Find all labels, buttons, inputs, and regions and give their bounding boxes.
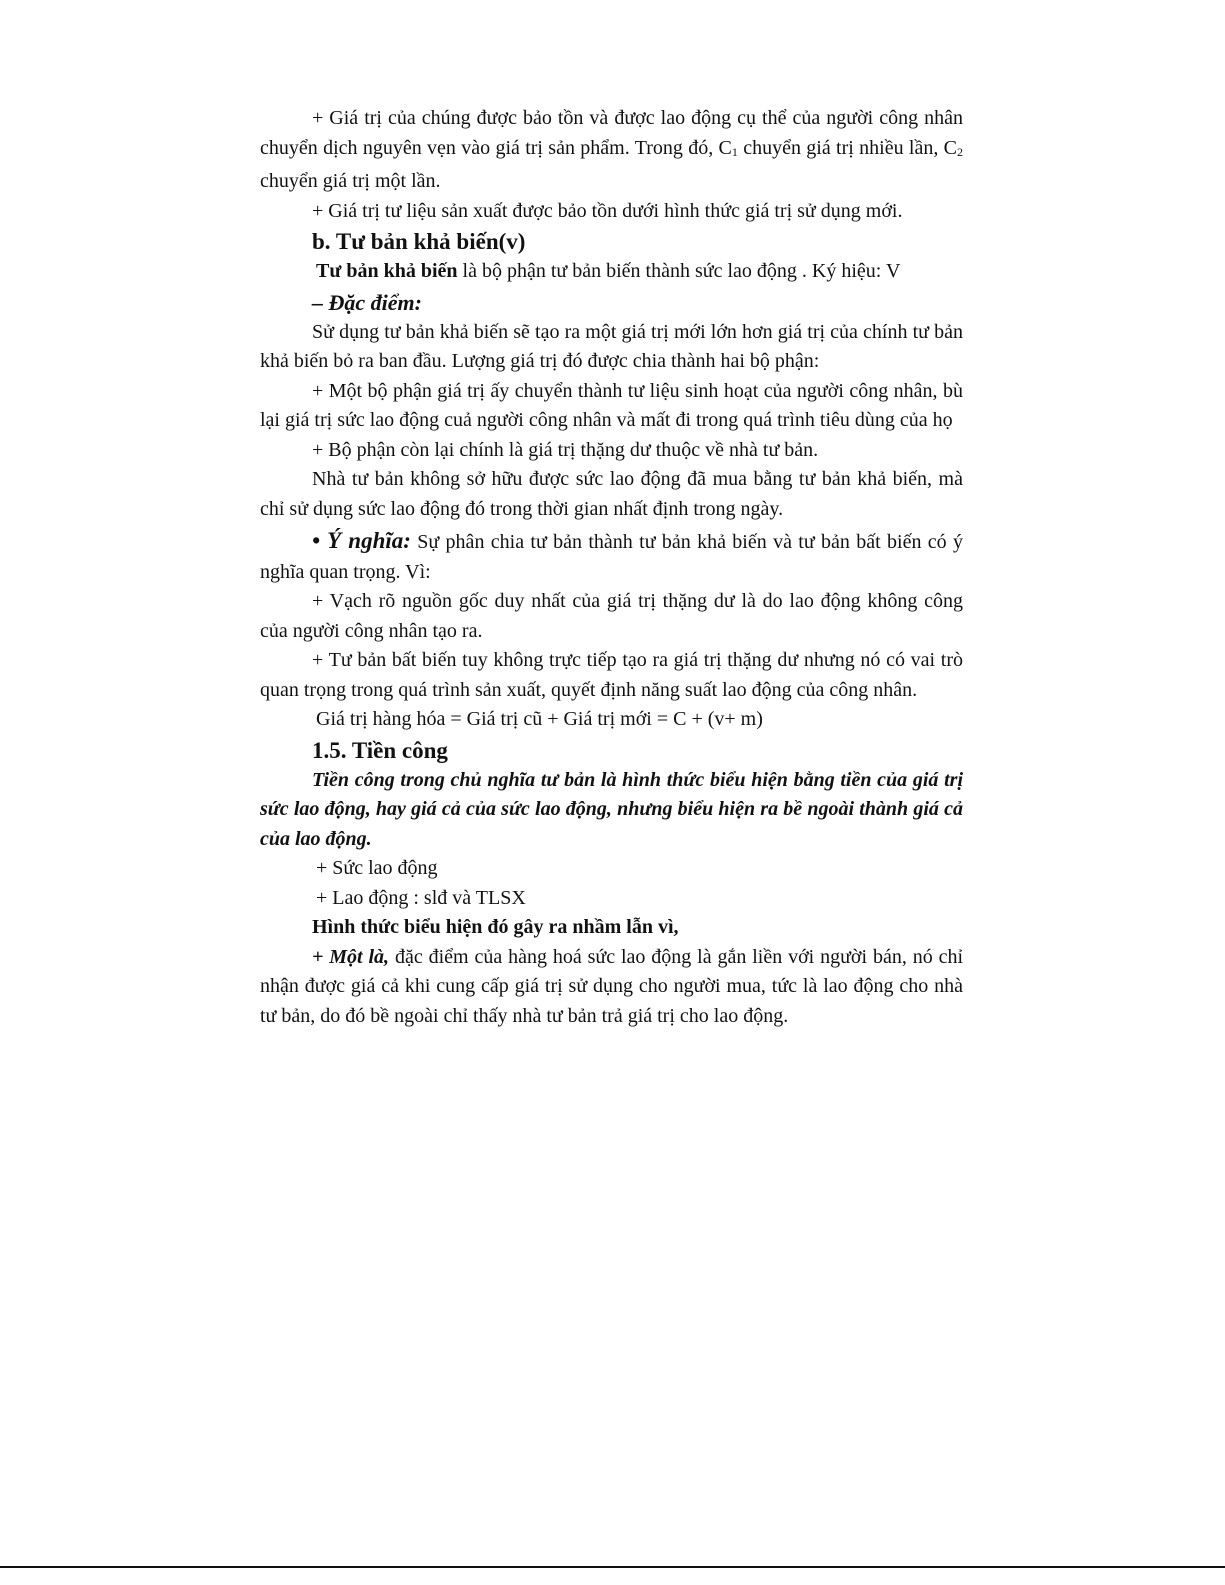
subscript: 1 [731, 144, 738, 159]
paragraph-part-one: + Một bộ phận giá trị ấy chuyển thành tư liệu sinh hoạt của người công nhân, bù lại giá trị sức lao động cuả người công nhân và mất đi trong quá trình tiêu dùng của họ [260, 379, 963, 431]
heading-variable-capital: b. Tư bản khả biến(v) [312, 229, 526, 254]
page-bottom-border [0, 1566, 1225, 1568]
paragraph-origin-surplus: + Vạch rõ nguồn gốc duy nhất của giá trị thặng dư là do lao động không công của người công nhân tạo ra. [260, 590, 963, 642]
subscript: 2 [957, 144, 964, 159]
text-run: Sự phân chia tư bản thành tư bản khả biến và tư bản bất biến có ý nghĩa quan trọng. Vì: [260, 531, 964, 583]
paragraph-c-preservation [260, 104, 963, 197]
paragraph-labor: + Lao động : slđ và TLSX [316, 886, 526, 909]
paragraph-significance [260, 526, 963, 587]
text-run: đặc điểm của hàng hoá sức lao động là gắn liền với người bán, nó chỉ nhận được giá cả khi cung cấp giá trị sử dụng cho người mua, tức là lao động cho nhà tư bản, do đó bề ngoài chỉ thấy nhà tư bản trả giá trị cho lao động. [260, 945, 964, 1027]
paragraph-new-value: Sử dụng tư bản khả biến sẽ tạo ra một giá trị mới lớn hơn giá trị của chính tư bản khả biến bỏ ra ban đầu. Lượng giá trị đó được chia thành hai bộ phận: [260, 320, 963, 372]
paragraph-reason-one [260, 943, 963, 1032]
bold-italic-term: • Ý nghĩa: [312, 528, 411, 553]
heading-wages: 1.5. Tiền công [312, 737, 448, 763]
text-run: chuyển giá trị một lần. [260, 170, 441, 192]
paragraph-labor-power: + Sức lao động [316, 857, 438, 879]
paragraph-capitalist-ownership: Nhà tư bản không sở hữu được sức lao động đã mua bằng tư bản khả biến, mà chỉ sử dụng sức lao động đó trong thời gian nhất định trong ngày. [260, 468, 963, 520]
paragraph-variable-capital-def [260, 257, 963, 287]
text-run: là bộ phận tư bản biến thành sức lao động . Ký hiệu: V [457, 260, 901, 282]
value-formula: Giá trị hàng hóa = Giá trị cũ + Giá trị mới = C + (v+ m) [316, 708, 763, 730]
paragraph-part-two: + Bộ phận còn lại chính là giá trị thặng dư thuộc về nhà tư bản. [312, 438, 819, 461]
text-run: + Giá trị của chúng được bảo tồn và được lao động cụ thể của người công nhân chuyển dịch nguyên vẹn vào giá trị sản phẩm. Trong đó, C [260, 107, 963, 159]
text-run: chuyển giá trị nhiều lần, C [737, 136, 958, 159]
heading-characteristics: – Đặc điểm: [312, 289, 422, 315]
bold-italic-term: + Một là, [312, 945, 390, 968]
document-body [260, 104, 963, 1031]
paragraph-wages-def: Tiền công trong chủ nghĩa tư bản là hình thức biểu hiện bằng tiền của giá trị sức lao động, hay giá cả của sức lao động, nhưng biểu hiện ra bề ngoài thành giá cả của lao động. [260, 768, 963, 850]
paragraph-confusion: Hình thức biểu hiện đó gây ra nhầm lẫn vì, [312, 916, 679, 938]
bold-term: Tư bản khả biến [316, 260, 458, 282]
paragraph-means-of-production: + Giá trị tư liệu sản xuất được bảo tồn dưới hình thức giá trị sử dụng mới. [312, 199, 903, 222]
paragraph-constant-capital-role: + Tư bản bất biến tuy không trực tiếp tạo ra giá trị thặng dư nhưng nó có vai trò quan trọng trong quá trình sản xuất, quyết định năng suất lao động của công nhân. [260, 649, 963, 701]
